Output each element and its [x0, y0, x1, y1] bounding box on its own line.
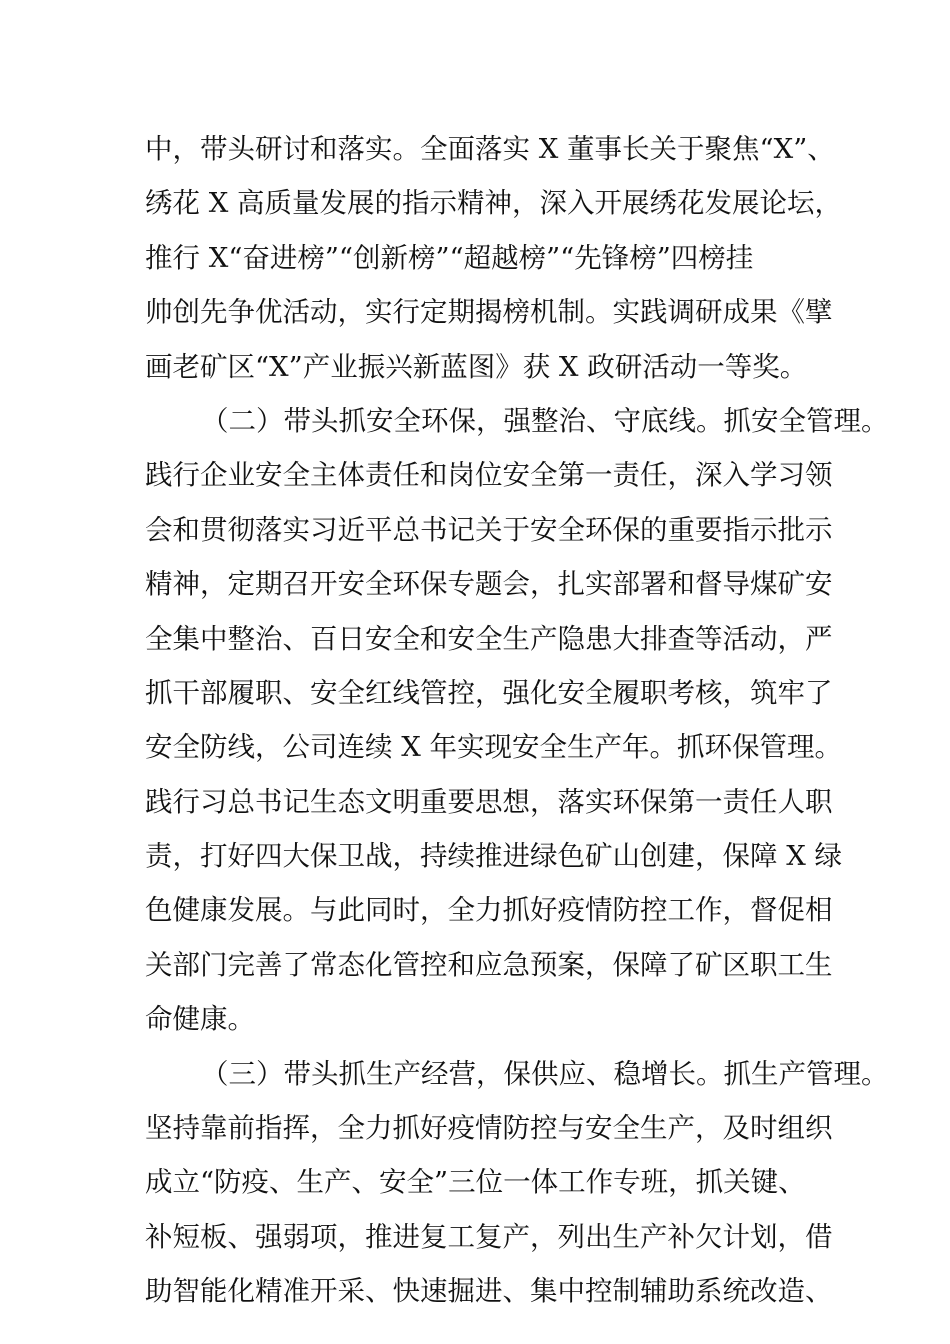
text-line: 成立“防疫、生产、安全”三位一体工作专班，抓关键、 [145, 1166, 806, 1199]
text-line: 色健康发展。与此同时，全力抓好疫情防控工作，督促相 [145, 894, 833, 927]
text-line: 中，带头研讨和落实。全面落实 X 董事长关于聚焦“X”、 [145, 133, 835, 165]
text-line: 责，打好四大保卫战，持续推进绿色矿山创建，保障 X 绿 [145, 840, 843, 873]
text-line: 推行 X“奋进榜”“创新榜”“超越榜”“先锋榜”四榜挂 [145, 241, 754, 274]
text-line: 关部门完善了常态化管控和应急预案，保障了矿区职工生 [145, 948, 833, 981]
text-line: 全集中整治、百日安全和安全生产隐患大排查等活动，严 [145, 622, 833, 655]
text-line: 践行企业安全主体责任和岗位安全第一责任，深入学习领 [145, 459, 833, 492]
text-line: 精神，定期召开安全环保专题会，扎实部署和督导煤矿安 [145, 568, 833, 601]
text-line: 坚持靠前指挥，全力抓好疫情防控与安全生产，及时组织 [145, 1112, 833, 1145]
text-line: 安全防线，公司连续 X 年实现安全生产年。抓环保管理。 [145, 731, 843, 764]
section-heading-line: （三）带头抓生产经营，保供应、稳增长。抓生产管理。 [201, 1057, 889, 1090]
text-line: 绣花 X 高质量发展的指示精神，深入开展绣花发展论坛， [145, 187, 843, 220]
text-line: 帅创先争优活动，实行定期揭榜机制。实践调研成果《擘 [145, 296, 833, 329]
text-line: 画老矿区“X”产业振兴新蓝图》获 X 政研活动一等奖。 [145, 350, 808, 383]
text-line: 抓干部履职、安全红线管控，强化安全履职考核，筑牢了 [145, 676, 833, 709]
section-heading-line: （二）带头抓安全环保，强整治、守底线。抓安全管理。 [201, 404, 889, 437]
body-text [145, 122, 889, 1319]
text-line: 助智能化精准开采、快速掘进、集中控制辅助系统改造、 [145, 1275, 833, 1308]
text-line: 补短板、强弱项，推进复工复产，列出生产补欠计划，借 [145, 1220, 833, 1253]
text-line: 命健康。 [145, 1003, 255, 1036]
text-line: 会和贯彻落实习近平总书记关于安全环保的重要指示批示 [145, 513, 833, 546]
text-line: 践行习总书记生态文明重要思想，落实环保第一责任人职 [145, 785, 833, 818]
